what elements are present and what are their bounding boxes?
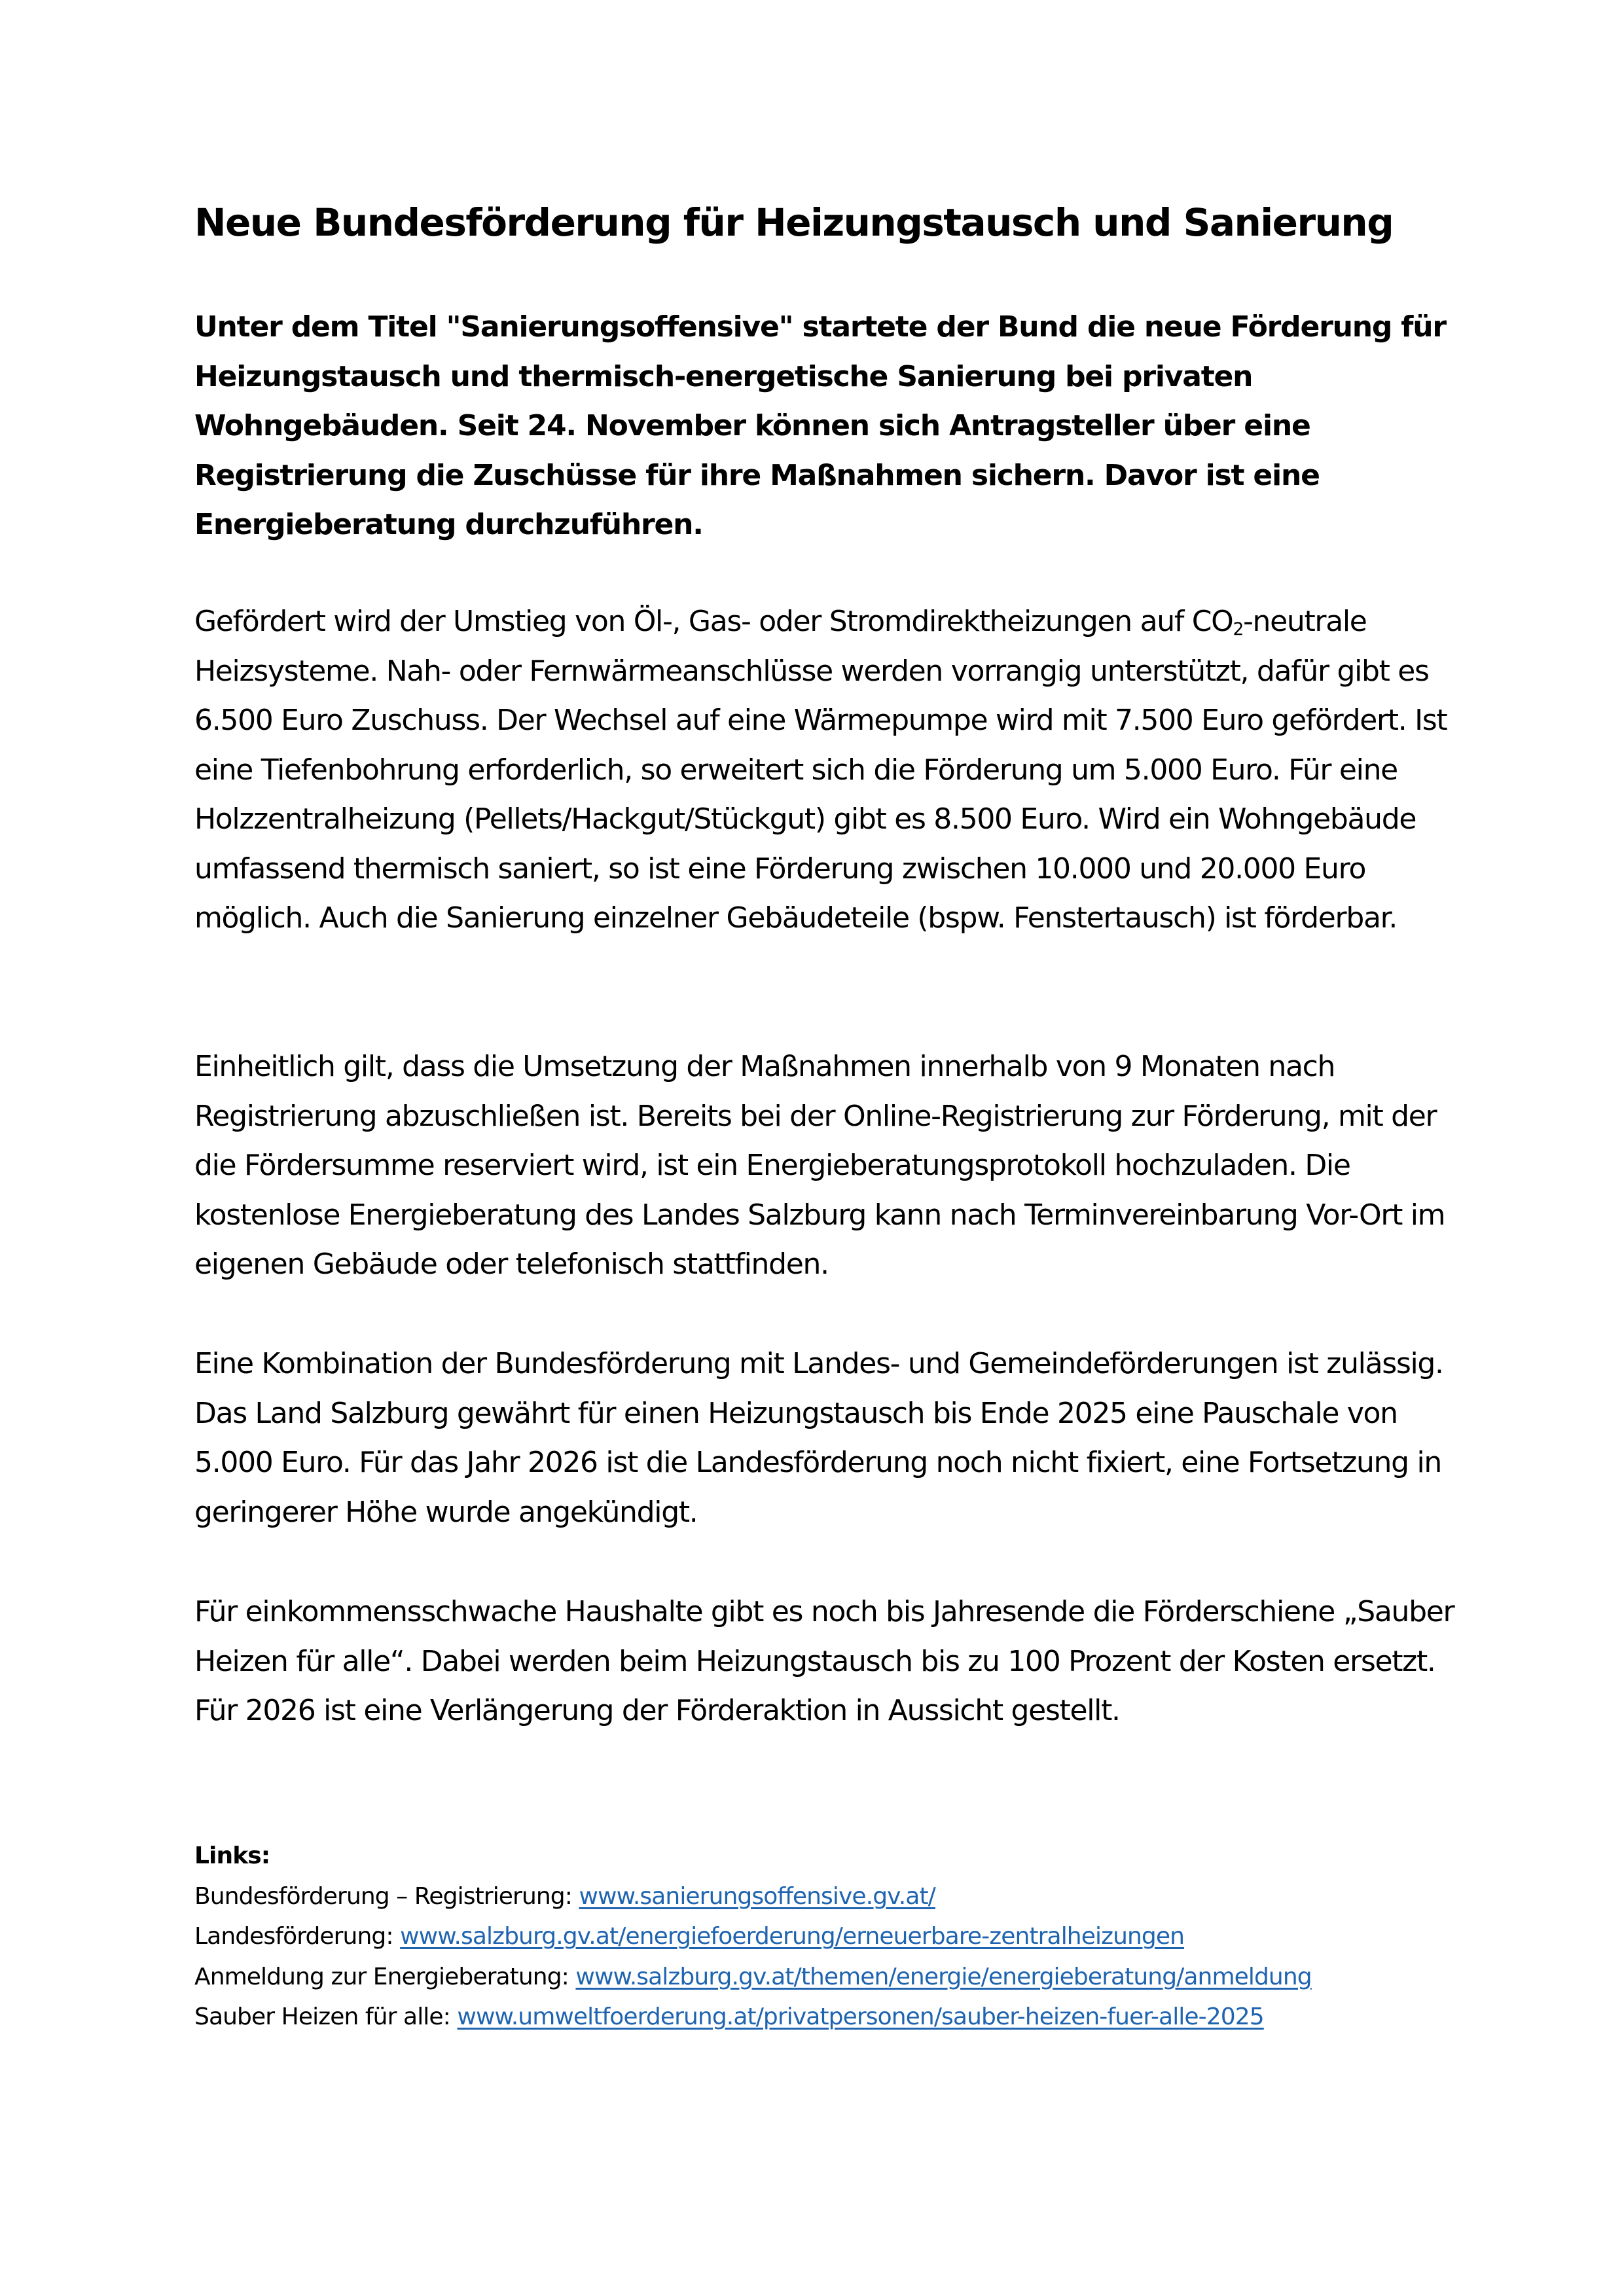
body-paragraph-low-income: Für einkommensschwache Haushalte gibt es noch bis Jahresende die Förderschiene „Sauber Heizen für alle“. Dabei werden beim Heizungstausch bis zu 100 Prozent der Kosten ersetzt. Für 2026 ist eine Verlängerung der Förderaktion in Aussicht gestellt. (194, 1595, 1454, 1727)
link-row-bundesfoerderung (194, 1876, 1451, 1917)
subscript-2: 2 (1233, 619, 1243, 639)
link-row-energieberatung (194, 1957, 1451, 1998)
link-umweltfoerderung[interactable]: www.umweltfoerderung.at/privatpersonen/sauber-heizen-fuer-alle-2025 (457, 2003, 1264, 2030)
link-sanierungsoffensive[interactable]: www.sanierungsoffensive.gv.at/ (579, 1882, 935, 1910)
link-label: Sauber Heizen für alle: (194, 2003, 458, 2030)
links-heading: Links: (194, 1842, 270, 1869)
link-row-landesfoerderung (194, 1916, 1451, 1957)
link-energieberatung-anmeldung[interactable]: www.salzburg.gv.at/themen/energie/energieberatung/anmeldung (575, 1963, 1312, 1990)
body-paragraph-combination: Eine Kombination der Bundesförderung mit Landes- und Gemeindeförderungen ist zulässig. Das Land Salzburg gewährt für einen Heizungstausch bis Ende 2025 eine Pauschale von 5.000 Euro. Für das Jahr 2026 ist die Landesförderung noch nicht fixiert, eine Fortsetzung in geringerer Höhe wurde angekündigt. (194, 1347, 1443, 1529)
link-label: Bundesförderung – Registrierung: (194, 1882, 579, 1910)
body-paragraph-deadline: Einheitlich gilt, dass die Umsetzung der Maßnahmen innerhalb von 9 Monaten nach Registrierung abzuschließen ist. Bereits bei der Online-Registrierung zur Förderung, mit der die Fördersumme reserviert wird, ist ein Energieberatungsprotokoll hochzuladen. Die kostenlose Energieberatung des Landes Salzburg kann nach Terminvereinbarung Vor-Ort im eigenen Gebäude oder telefonisch stattfinden. (194, 1050, 1445, 1281)
paragraph-text: Gefördert wird der Umstieg von Öl-, Gas- oder Stromdirektheizungen auf CO (194, 605, 1233, 638)
lead-paragraph: Unter dem Titel "Sanierungsoffensive" startete der Bund die neue Förderung für Heizungstausch und thermisch-energetische Sanierung bei privaten Wohngebäuden. Seit 24. November können sich Antragsteller über eine Registrierung die Zuschüsse für ihre Maßnahmen sichern. Davor ist eine Energieberatung durchzuführen. (194, 310, 1446, 541)
link-salzburg-energiefoerderung[interactable]: www.salzburg.gv.at/energiefoerderung/erneuerbare-zentralheizungen (400, 1923, 1185, 1950)
document-title: Neue Bundesförderung für Heizungstausch und Sanierung (194, 200, 1394, 245)
link-label: Landesförderung: (194, 1923, 401, 1950)
paragraph-text: -neutrale Heizsysteme. Nah- oder Fernwärmeanschlüsse werden vorrangig unterstützt, dafür gibt es 6.500 Euro Zuschuss. Der Wechsel auf eine Wärmepumpe wird mit 7.500 Euro gefördert. Ist eine Tiefenbohrung erforderlich, so erweitert sich die Förderung um 5.000 Euro. Für eine Holzzentralheizung (Pellets/Hackgut/Stückgut) gibt es 8.500 Euro. Wird ein Wohngebäude umfassend thermisch saniert, so ist eine Förderung zwischen 10.000 und 20.000 Euro möglich. Auch die Sanierung einzelner Gebäudeteile (bspw. Fenstertausch) ist förderbar. (194, 605, 1447, 935)
links-section (194, 1836, 1451, 2037)
link-label: Anmeldung zur Energieberatung: (194, 1963, 576, 1990)
link-row-sauber-heizen (194, 1997, 1451, 2037)
body-paragraph-funding-amounts (194, 597, 1464, 943)
